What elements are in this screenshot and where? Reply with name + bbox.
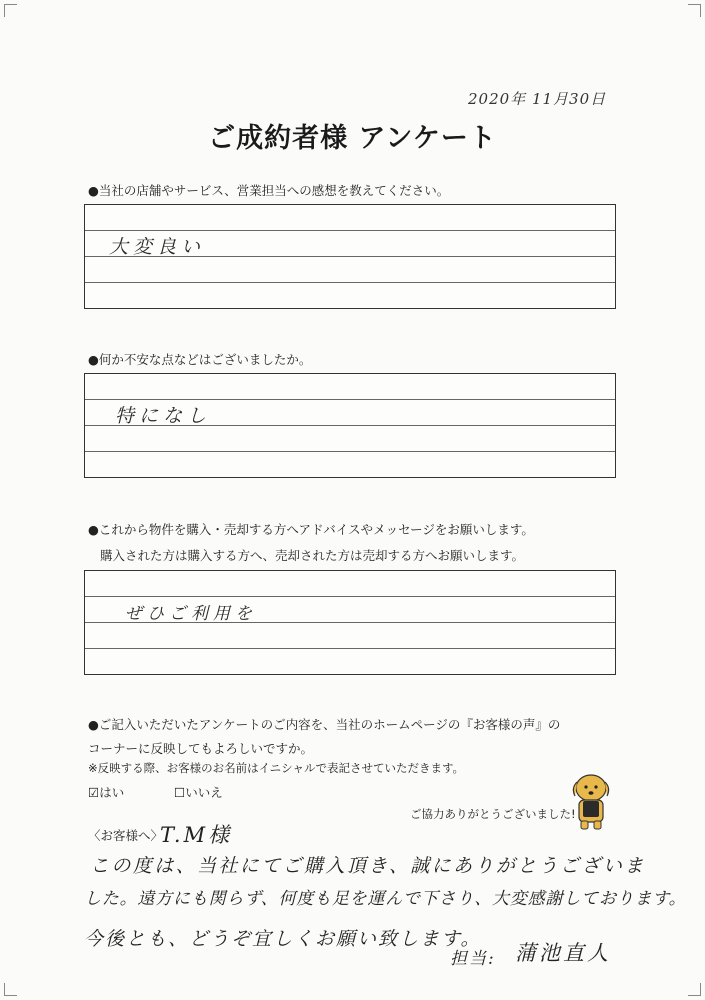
answer-box-2 xyxy=(84,373,616,478)
option-yes[interactable] xyxy=(88,783,124,801)
message-line-3: 今後とも、どうぞ宜しくお願い致します。 xyxy=(84,928,482,950)
consent-note: ※反映する際、お客様のお名前はイニシャルで表記させていただきます。 xyxy=(88,761,465,775)
ruled-line xyxy=(85,596,615,597)
answer-box-1 xyxy=(84,204,616,309)
message-line-2: した。遠方にも関らず、何度も足を運んで下さり、大変感謝しております。 xyxy=(84,889,687,909)
staff-label: 担当: xyxy=(450,949,496,969)
answer-2-handwriting: 特になし xyxy=(115,405,212,427)
unchecked-checkbox-icon[interactable]: ☐ xyxy=(174,785,186,800)
ruled-line xyxy=(85,399,615,400)
ruled-line xyxy=(85,282,615,283)
page-title: ご成約者様 アンケート xyxy=(208,123,497,154)
option-no[interactable] xyxy=(174,783,223,801)
consent-question: ●ご記入いただいたアンケートのご内容を、当社のホームページの『お客様の声』の xyxy=(88,717,561,732)
message-label: 〈お客様へ〉 xyxy=(88,828,164,843)
ruled-line xyxy=(85,451,615,452)
scan-corner-mark xyxy=(4,4,17,17)
ruled-line xyxy=(85,648,615,649)
answer-3-handwriting: ぜひご利用を xyxy=(125,604,257,624)
answer-box-3 xyxy=(84,570,616,675)
checked-checkbox-icon[interactable]: ☑ xyxy=(88,785,100,800)
thanks-message: ご協力ありがとうございました! xyxy=(410,807,576,821)
message-recipient: T.M様 xyxy=(160,823,233,847)
scan-corner-mark xyxy=(688,983,701,996)
answer-1-handwriting: 大変良い xyxy=(109,236,206,258)
dog-mascot-icon xyxy=(565,770,617,832)
scan-corner-mark xyxy=(688,4,701,17)
option-no-label: いいえ xyxy=(185,785,223,800)
staff-name: 蒲池直人 xyxy=(515,941,611,965)
question-1: ●当社の店舗やサービス、営業担当への感想を教えてください。 xyxy=(88,183,450,198)
message-line-1: この度は、当社にてご購入頂き、誠にありがとうございま xyxy=(90,855,646,877)
scan-corner-mark xyxy=(4,983,17,996)
question-2: ●何か不安な点などはございましたか。 xyxy=(88,352,312,367)
survey-date: 2020年 11月30日 xyxy=(468,90,607,108)
ruled-line xyxy=(85,230,615,231)
question-3-line2: 購入された方は購入する方へ、売却された方は売却する方へお願いします。 xyxy=(100,548,525,563)
option-yes-label: はい xyxy=(99,785,125,800)
question-3: ●これから物件を購入・売却する方へアドバイスやメッセージをお願いします。 xyxy=(88,522,534,537)
consent-question-line2: コーナーに反映してもよろしいですか。 xyxy=(88,741,314,756)
